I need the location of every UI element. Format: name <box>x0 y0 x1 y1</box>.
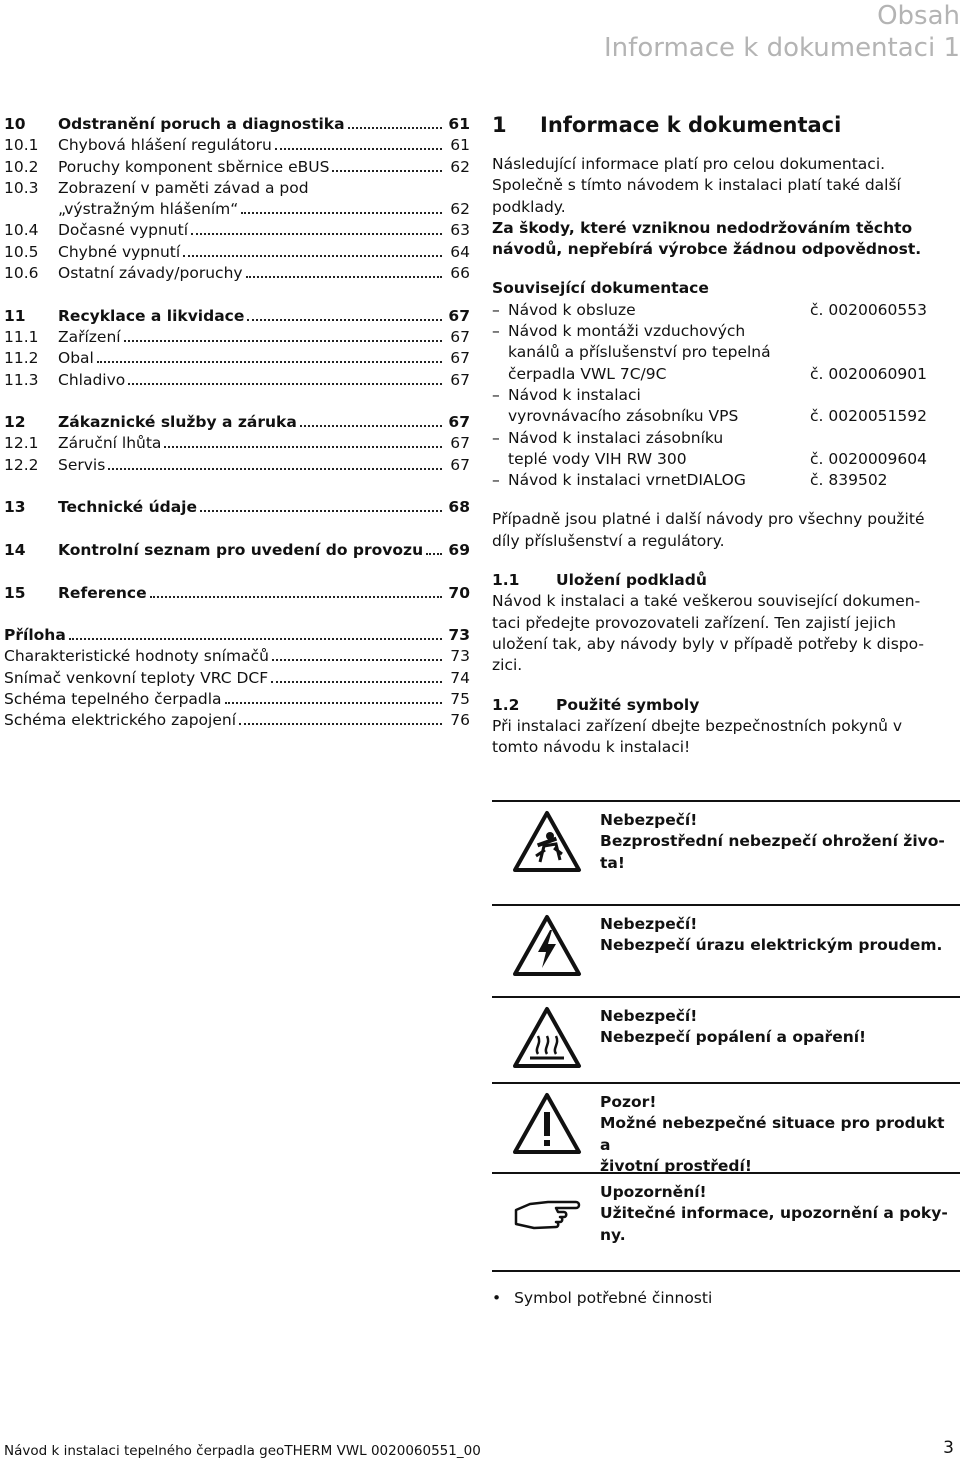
toc-leader-dots <box>241 212 442 214</box>
toc-page-number: 62 <box>450 200 470 219</box>
related-doc-row <box>492 300 958 321</box>
toc-leader-dots <box>150 596 442 598</box>
toc-page-number: 67 <box>450 455 470 474</box>
toc-title: Záruční lhůta <box>58 434 162 453</box>
related-doc-row <box>492 385 958 406</box>
toc-entry[interactable] <box>4 412 470 433</box>
toc-leader-dots <box>272 659 442 661</box>
section-1 <box>492 110 958 758</box>
toc-page-number: 67 <box>450 349 470 368</box>
toc-entry[interactable] <box>4 646 470 667</box>
toc-title: Chybová hlášení regulátoru <box>58 136 272 155</box>
toc-entry[interactable] <box>4 242 470 263</box>
toc-number: 10 <box>4 115 26 133</box>
toc-spacer <box>4 391 470 412</box>
toc-entry[interactable] <box>4 157 470 178</box>
toc-page-number: 66 <box>450 264 470 283</box>
toc-number: 10.5 <box>4 242 39 261</box>
related-doc-dash <box>492 406 508 427</box>
related-doc-num: č. 839502 <box>810 471 888 490</box>
person-hazard-icon <box>512 810 582 874</box>
toc-title: Servis <box>58 455 106 474</box>
note-text: Upozornění! Užitečné informace, upozornění a poky- ny. <box>600 1183 948 1244</box>
toc-entry[interactable] <box>4 370 470 391</box>
related-doc-row <box>492 406 958 427</box>
bullet-text: Symbol potřebné činnosti <box>514 1289 713 1307</box>
toc-spacer <box>4 604 470 625</box>
toc-page-number: 61 <box>450 136 470 155</box>
toc-title: Snímač venkovní teploty VRC DCF <box>4 668 269 687</box>
hot-surface-icon <box>512 1006 582 1070</box>
intro-line: podklady. <box>492 197 566 216</box>
related-doc-dash <box>492 342 508 363</box>
toc-entry[interactable] <box>4 455 470 476</box>
toc-entry[interactable] <box>4 540 470 561</box>
related-doc-row <box>492 470 958 491</box>
toc-page-number: 73 <box>450 647 470 666</box>
toc-entry[interactable] <box>4 220 470 241</box>
toc-page-number: 75 <box>450 690 470 709</box>
note-block <box>492 1172 960 1272</box>
pointing-hand-icon <box>512 1184 582 1248</box>
toc-title: Dočasné vypnutí <box>58 221 189 240</box>
page-number: 3 <box>943 1438 954 1458</box>
related-doc-dash <box>492 364 508 385</box>
toc-entry[interactable] <box>4 625 470 646</box>
other-docs-line: díly příslušenství a regulátory. <box>492 531 725 550</box>
toc-title: Příloha <box>4 626 66 645</box>
paragraph-line: taci předejte provozovateli zařízení. Ten zajistí jejich <box>492 613 896 632</box>
running-header <box>604 0 960 64</box>
bullet-line <box>492 1288 712 1309</box>
toc-entry[interactable] <box>4 306 470 327</box>
toc-number: 10.2 <box>4 157 39 176</box>
toc-number: 10.3 <box>4 178 39 197</box>
related-docs-title: Související dokumentace <box>492 279 709 298</box>
toc-entry[interactable] <box>4 348 470 369</box>
toc-page-number: 67 <box>448 413 470 432</box>
related-doc-num: č. 0020009604 <box>810 449 927 468</box>
toc-title: Poruchy komponent sběrnice eBUS <box>58 157 330 176</box>
related-doc-text: kanálů a příslušenství pro tepelná <box>508 343 771 362</box>
toc-title: Chladivo <box>58 370 126 389</box>
related-doc-dash: – <box>492 385 500 404</box>
liability-note: návodů, nepřebírá výrobce žádnou odpovědnost. <box>492 240 922 259</box>
warning-text: Nebezpečí! Bezprostřední nebezpečí ohrožení živo- ta! <box>600 811 945 872</box>
toc-title: Schéma tepelného čerpadla <box>4 690 222 709</box>
toc-page-number: 74 <box>450 668 470 687</box>
toc-page-number: 69 <box>448 540 470 559</box>
related-docs-list <box>492 300 958 492</box>
toc-leader-dots <box>275 148 442 150</box>
toc-number: 10.4 <box>4 221 39 240</box>
toc-title: Odstranění poruch a diagnostika <box>58 115 345 133</box>
toc-leader-dots <box>239 723 442 725</box>
toc-page-number: 67 <box>450 370 470 389</box>
toc-entry[interactable] <box>4 178 470 199</box>
paragraph-line: Při instalaci zařízení dbejte bezpečnostních pokynů v <box>492 716 903 735</box>
paragraph-line: zici. <box>492 656 523 675</box>
toc-title: Reference <box>58 583 147 602</box>
footer-text: Návod k instalaci tepelného čerpadla geoTHERM VWL 0020060551_00 <box>4 1443 481 1459</box>
toc-number: 11.2 <box>4 349 39 368</box>
toc-title: Zákaznické služby a záruka <box>58 413 297 432</box>
related-doc-num: č. 0020060901 <box>810 364 927 383</box>
related-doc-dash: – <box>492 471 500 490</box>
toc-title: Zařízení <box>58 327 121 346</box>
toc-page-number: 73 <box>448 626 470 645</box>
warning-block <box>492 996 960 1078</box>
toc-leader-dots <box>69 638 442 640</box>
toc-leader-dots <box>97 361 442 363</box>
toc-leader-dots <box>426 553 442 555</box>
toc-title: „výstražným hlášením“ <box>58 200 239 219</box>
related-doc-text: vyrovnávacího zásobníku VPS <box>508 407 739 426</box>
toc-leader-dots <box>246 276 442 278</box>
header-title: Obsah <box>877 1 960 31</box>
toc-title: Zobrazení v paměti závad a pod <box>58 178 309 197</box>
warning-text: Pozor! Možné nebezpečné situace pro produkt a životní prostředí! <box>600 1093 945 1175</box>
toc-title: Chybné vypnutí <box>58 242 181 261</box>
intro-line: Společně s tímto návodem k instalaci platí také další <box>492 176 901 195</box>
toc-leader-dots <box>164 446 442 448</box>
warning-block <box>492 904 960 992</box>
toc-title: Kontrolní seznam pro uvedení do provozu <box>58 540 424 559</box>
paragraph-line: Návod k instalaci a také veškerou související dokumen- <box>492 592 921 611</box>
header-subtitle: Informace k dokumentaci 1 <box>604 33 960 63</box>
toc-leader-dots <box>191 233 442 235</box>
toc-leader-dots <box>332 170 442 172</box>
toc-leader-dots <box>271 681 442 683</box>
toc-leader-dots <box>128 383 442 385</box>
toc-leader-dots <box>108 468 442 470</box>
toc-entry[interactable] <box>4 135 470 156</box>
toc-number: 15 <box>4 583 26 602</box>
toc-page-number: 68 <box>448 498 470 517</box>
toc-leader-dots <box>348 127 442 129</box>
toc-entry[interactable] <box>4 327 470 348</box>
other-docs-line: Případně jsou platné i další návody pro všechny použité <box>492 510 925 529</box>
toc-page-number: 64 <box>450 242 470 261</box>
related-doc-row <box>492 342 958 363</box>
toc-title: Technické údaje <box>58 498 198 517</box>
exclamation-icon <box>512 1092 582 1156</box>
toc-number: 11.1 <box>4 327 39 346</box>
toc-entry[interactable] <box>4 583 470 604</box>
toc-entry[interactable] <box>4 689 470 710</box>
warning-text: Nebezpečí! Nebezpečí popálení a opaření! <box>600 1007 867 1047</box>
paragraph-line: uložení tak, aby návody byly v případě potřeby k dispo- <box>492 634 925 653</box>
toc-page-number: 67 <box>450 434 470 453</box>
toc-leader-dots <box>183 255 442 257</box>
section-1-2-heading: 1.2 Použité symboly <box>492 695 700 714</box>
section-1-heading: 1 Informace k dokumentaci <box>492 113 842 137</box>
toc-entry[interactable] <box>4 668 470 689</box>
toc-leader-dots <box>247 319 442 321</box>
toc-title: Obal <box>58 349 94 368</box>
toc-entry[interactable] <box>4 199 470 220</box>
related-doc-num: č. 0020051592 <box>810 407 927 426</box>
liability-note: Za škody, které vzniknou nedodržováním těchto <box>492 218 913 237</box>
related-doc-text: Návod k instalaci zásobníku <box>508 428 724 447</box>
related-doc-row <box>492 321 958 342</box>
toc-entry[interactable] <box>4 497 470 518</box>
related-doc-row <box>492 449 958 470</box>
related-doc-row <box>492 364 958 385</box>
toc-page-number: 70 <box>448 583 470 602</box>
toc-title: Charakteristické hodnoty snímačů <box>4 647 269 666</box>
electric-hazard-icon <box>512 914 582 978</box>
related-doc-dash: – <box>492 300 500 319</box>
table-of-contents <box>4 114 470 732</box>
toc-page-number: 63 <box>450 221 470 240</box>
related-doc-dash: – <box>492 428 500 447</box>
toc-number: 13 <box>4 498 26 517</box>
toc-entry[interactable] <box>4 263 470 284</box>
related-doc-dash: – <box>492 322 500 341</box>
warning-block <box>492 1082 960 1174</box>
toc-number: 10.1 <box>4 136 39 155</box>
related-doc-text: Návod k montáži vzduchových <box>508 322 746 341</box>
related-doc-text: Návod k instalaci <box>508 385 641 404</box>
section-1-1-heading: 1.1 Uložení podkladů <box>492 571 707 590</box>
toc-page-number: 61 <box>448 115 470 133</box>
toc-spacer <box>4 519 470 540</box>
bullet-symbol: • <box>492 1289 502 1307</box>
toc-number: 11.3 <box>4 370 39 389</box>
toc-page-number: 76 <box>450 711 470 730</box>
toc-number: 11 <box>4 306 26 325</box>
toc-spacer <box>4 284 470 305</box>
toc-title: Recyklace a likvidace <box>58 306 245 325</box>
related-doc-text: Návod k instalaci vrnetDIALOG <box>508 471 746 490</box>
toc-entry[interactable] <box>4 710 470 731</box>
toc-leader-dots <box>300 425 442 427</box>
related-doc-num: č. 0020060553 <box>810 300 927 319</box>
warning-text: Nebezpečí! Nebezpečí úrazu elektrickým proudem. <box>600 915 943 955</box>
intro-line: Následující informace platí pro celou dokumentaci. <box>492 155 886 173</box>
toc-page-number: 67 <box>450 327 470 346</box>
toc-title: Ostatní závady/poruchy <box>58 264 243 283</box>
paragraph-line: tomto návodu k instalaci! <box>492 738 691 757</box>
toc-number: 14 <box>4 540 26 559</box>
toc-number: 12.2 <box>4 455 39 474</box>
related-doc-text: čerpadla VWL 7C/9C <box>508 364 667 383</box>
toc-page-number: 67 <box>448 306 470 325</box>
toc-page-number: 62 <box>450 157 470 176</box>
toc-leader-dots <box>124 340 442 342</box>
toc-number: 10.6 <box>4 264 39 283</box>
toc-number: 12.1 <box>4 434 39 453</box>
toc-title: Schéma elektrického zapojení <box>4 711 237 730</box>
toc-leader-dots <box>200 510 442 512</box>
related-doc-dash <box>492 449 508 470</box>
warning-block <box>492 800 960 898</box>
toc-entry[interactable] <box>4 433 470 454</box>
toc-leader-dots <box>225 702 442 704</box>
related-doc-text: Návod k obsluze <box>508 300 636 319</box>
toc-entry[interactable] <box>4 114 470 135</box>
related-doc-row <box>492 428 958 449</box>
related-doc-text: teplé vody VIH RW 300 <box>508 449 687 468</box>
toc-spacer <box>4 561 470 582</box>
toc-spacer <box>4 476 470 497</box>
toc-number: 12 <box>4 413 26 432</box>
